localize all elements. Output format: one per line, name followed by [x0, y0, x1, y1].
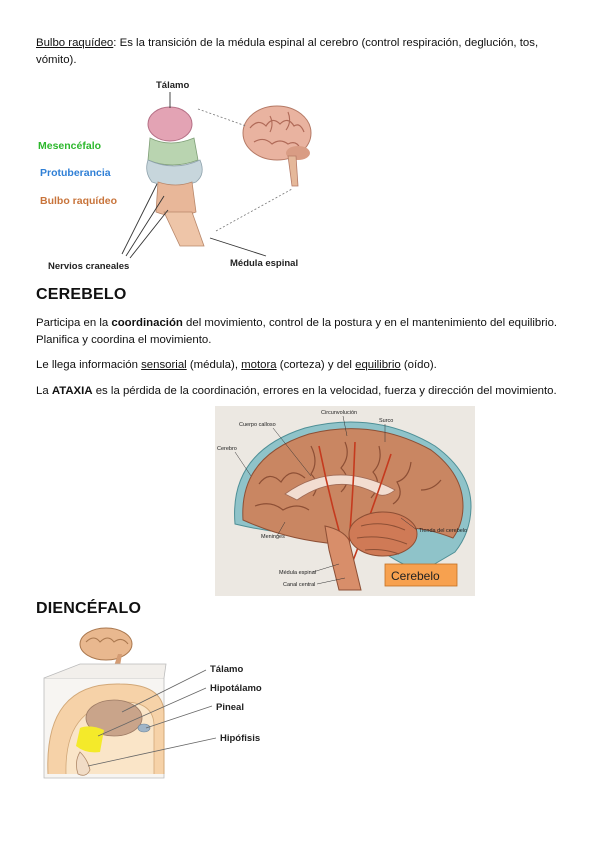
keyword-motora: motora: [241, 359, 277, 371]
keyword-coordinacion: coordinación: [111, 317, 183, 329]
label-hipofisis: Hipófisis: [220, 733, 261, 744]
label-talamo: Tálamo: [156, 80, 190, 91]
label-mesencefalo: Mesencéfalo: [38, 140, 102, 152]
diencephalon-figure: [36, 624, 296, 784]
bulbo-paragraph: [36, 35, 566, 69]
bulbo-term: Bulbo raquídeo: [36, 37, 114, 49]
label-cerebelo-box: Cerebelo: [391, 569, 440, 583]
label-cuerpo-calloso: Cuerpo calloso: [239, 422, 276, 428]
brainstem-illustration: [147, 107, 226, 246]
label-talamo-dienc: Tálamo: [210, 664, 244, 675]
cerebellum-figure: [215, 406, 475, 596]
keyword-ataxia: ATAXIA: [51, 385, 93, 397]
heading-cerebelo: CEREBELO: [36, 286, 127, 303]
mini-brain-illustration: [80, 628, 132, 666]
keyword-equilibrio: equilibrio: [355, 359, 401, 371]
label-protuberancia: Protuberancia: [40, 167, 111, 179]
brainstem-figure: [30, 76, 320, 276]
label-meninges: Meninges: [261, 534, 285, 540]
label-canal-central: Canal central: [283, 582, 316, 588]
label-pineal: Pineal: [216, 702, 244, 713]
label-medula-espinal-2: Médula espinal: [279, 570, 316, 576]
label-medula-espinal: Médula espinal: [230, 258, 299, 269]
cerebelo-paragraph-1: Participa en la coordinación del movimiento, control de la postura y en el mantenimiento del equilibrio. Planifica y coordina el movimiento.: [36, 317, 558, 346]
cerebelo-paragraph-2: Le llega información sensorial (médula), motora (corteza) y del equilibrio (oído).: [36, 359, 437, 371]
cerebelo-paragraph-3: La ATAXIA es la pérdida de la coordinación, errores en la velocidad, fuerza y dirección del movimiento.: [36, 385, 557, 397]
label-bulbo-raquideo: Bulbo raquídeo: [40, 195, 117, 207]
heading-diencefalo: DIENCÉFALO: [36, 600, 142, 617]
label-surco: Surco: [379, 418, 394, 424]
label-tienda-del-cerebelo: Tienda del cerebelo: [419, 528, 468, 534]
small-brain-illustration: [243, 106, 311, 186]
label-nervios-craneales: Nervios craneales: [48, 261, 130, 272]
label-cerebro: Cerebro: [217, 446, 237, 452]
label-hipotalamo: Hipotálamo: [210, 683, 262, 694]
label-circunvolucion: Circunvolución: [321, 410, 358, 416]
keyword-sensorial: sensorial: [141, 359, 187, 371]
bulbo-text: : Es la transición de la médula espinal al cerebro (control respiración, deglución, tos, vómito).: [36, 37, 539, 66]
